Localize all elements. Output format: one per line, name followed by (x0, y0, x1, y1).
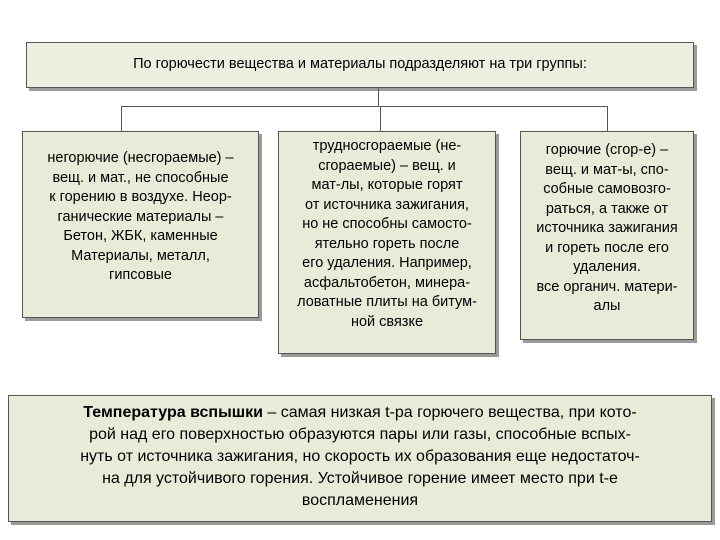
connector-middle (380, 106, 381, 131)
connector-right (607, 106, 608, 131)
diagram-title: По горючести вещества и материалы подразделяют на три группы: (133, 56, 587, 73)
diagram-title-box (26, 42, 694, 88)
definition-term: Температура вспышки (83, 404, 263, 421)
definition-line-4: на для устойчивого горения. Устойчивое горение имеет место при t-е (102, 470, 618, 487)
definition-line-3: нуть от источника зажигания, но скорость их образования еще недостаточ- (80, 448, 640, 465)
group-text-noncombustible: негорючие (несгораемые) – вещ. и мат., не способные к горению в воздухе. Неор- ганические материалы – Бетон, ЖБК, каменные Материалы, металл, гипсовые (47, 150, 234, 283)
group-box-combustible (520, 131, 694, 340)
definition-line-2: рой над его поверхностью образуются пары или газы, способные вспых- (89, 426, 631, 443)
definition-line-1 (9, 402, 711, 424)
group-box-slow-burning (278, 131, 496, 354)
group-text-combustible: горючие (сгор-е) – вещ. и мат-ы, спо- собные самовозго- раться, а также от источника зажигания и гореть после его удаления. все органич. матери- алы (536, 142, 678, 314)
group-box-noncombustible (22, 131, 259, 318)
connector-left (121, 106, 122, 131)
connector-trunk (378, 88, 379, 106)
definition-box (8, 395, 712, 522)
group-text-slow-burning: трудносгораемые (не- сгораемые) – вещ. и мат-лы, которые горят от источника зажигания, но не способны самосто- ятельно гореть после его удаления. Например, асфальтобетон, минера- ловатные плиты на битум- ной связке (297, 138, 477, 330)
definition-line-5: воспламенения (301, 492, 419, 509)
connector-horizontal (121, 106, 608, 107)
definition-line-1-text: – самая низкая t-ра горючего вещества, при кото- (262, 404, 637, 421)
